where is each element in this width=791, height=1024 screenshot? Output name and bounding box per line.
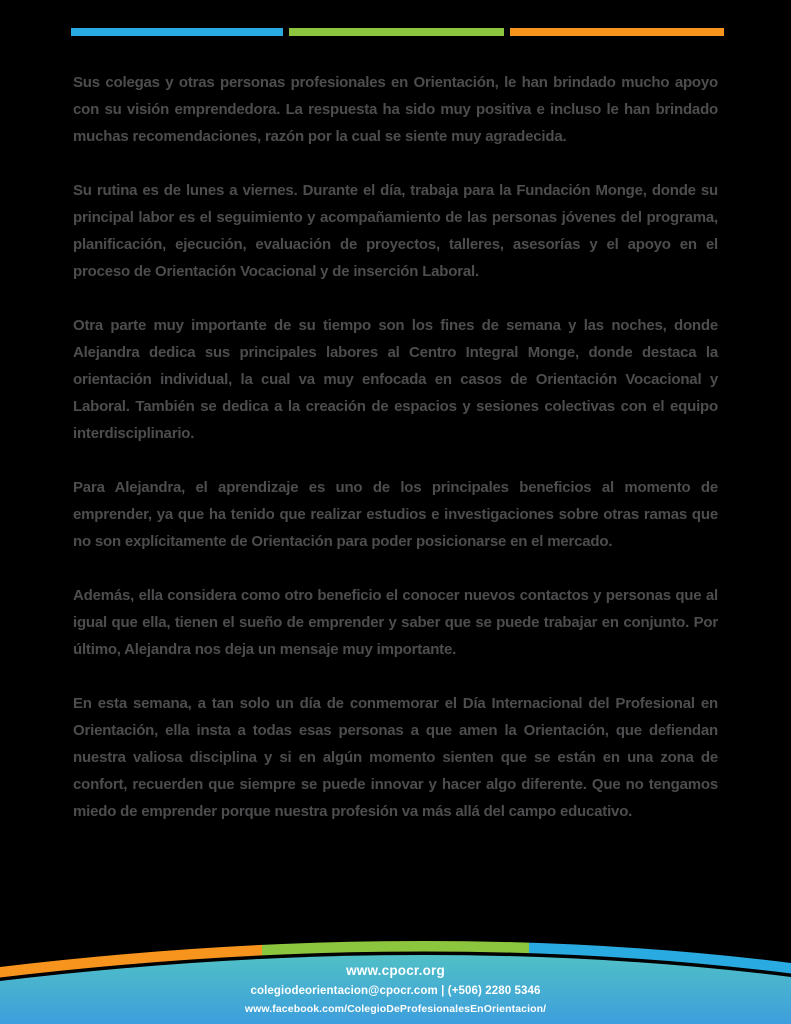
footer-website-url: www.cpocr.org [346, 963, 445, 978]
footer-contact-line: colegiodeorientacion@cpocr.com | (+506) 2280 5346 [250, 985, 541, 997]
footer-facebook-url: www.facebook.com/ColegioDeProfesionalesEnOrientacion/ [244, 1003, 547, 1015]
header-bars [71, 28, 724, 36]
paragraph-weekly-routine: Su rutina es de lunes a viernes. Durante el día, trabaja para la Fundación Monge, donde su principal labor es el seguimiento y acompañamiento de las personas jóvenes del programa, planificación, ejecución, evaluación de proyectos, talleres, asesorías y el apoyo en el proceso de Orientación Vocacional y de inserción Laboral. [73, 182, 718, 280]
paragraph-learning-benefit: Para Alejandra, el aprendizaje es uno de los principales beneficios al momento de emprender, ya que ha tenido que realizar estudios e investigaciones sobre otras ramas que no son explícitamente de Orientación para poder posicionarse en el mercado. [73, 479, 718, 550]
header-orange-bar [510, 28, 724, 36]
paragraph-colleagues-support: Sus colegas y otras personas profesionales en Orientación, le han brindado mucho apoyo con su visión emprendedora. La respuesta ha sido muy positiva e incluso le han brindado muchas recomendaciones, razón por la cual se siente muy agradecida. [73, 74, 718, 145]
paragraph-final-message: En esta semana, a tan solo un día de conmemorar el Día Internacional del Profesional en Orientación, ella insta a todas esas personas a que amen la Orientación, que defiendan nuestra valiosa disciplina y si en algún momento sienten que se están en una zona de confort, recuerden que siempre se puede innovar y hacer algo diferente. Que no tengamos miedo de emprender porque nuestra profesión va más allá del campo educativo. [73, 695, 718, 820]
paragraph-contacts-benefit: Además, ella considera como otro beneficio el conocer nuevos contactos y personas que al igual que ella, tienen el sueño de emprender y saber que se puede trabajar en conjunto. Por último, Alejandra nos deja un mensaje muy importante. [73, 587, 718, 658]
header-blue-bar [71, 28, 283, 36]
article-body [73, 69, 718, 852]
paragraph-weekends-nights: Otra parte muy importante de su tiempo son los fines de semana y las noches, donde Alejandra dedica sus principales labores al Centro Integral Monge, donde destaca la orientación individual, la cual va muy enfocada en casos de Orientación Vocacional y Laboral. También se dedica a la creación de espacios y sesiones colectivas con el equipo interdisciplinario. [73, 317, 718, 442]
header-green-bar [289, 28, 504, 36]
